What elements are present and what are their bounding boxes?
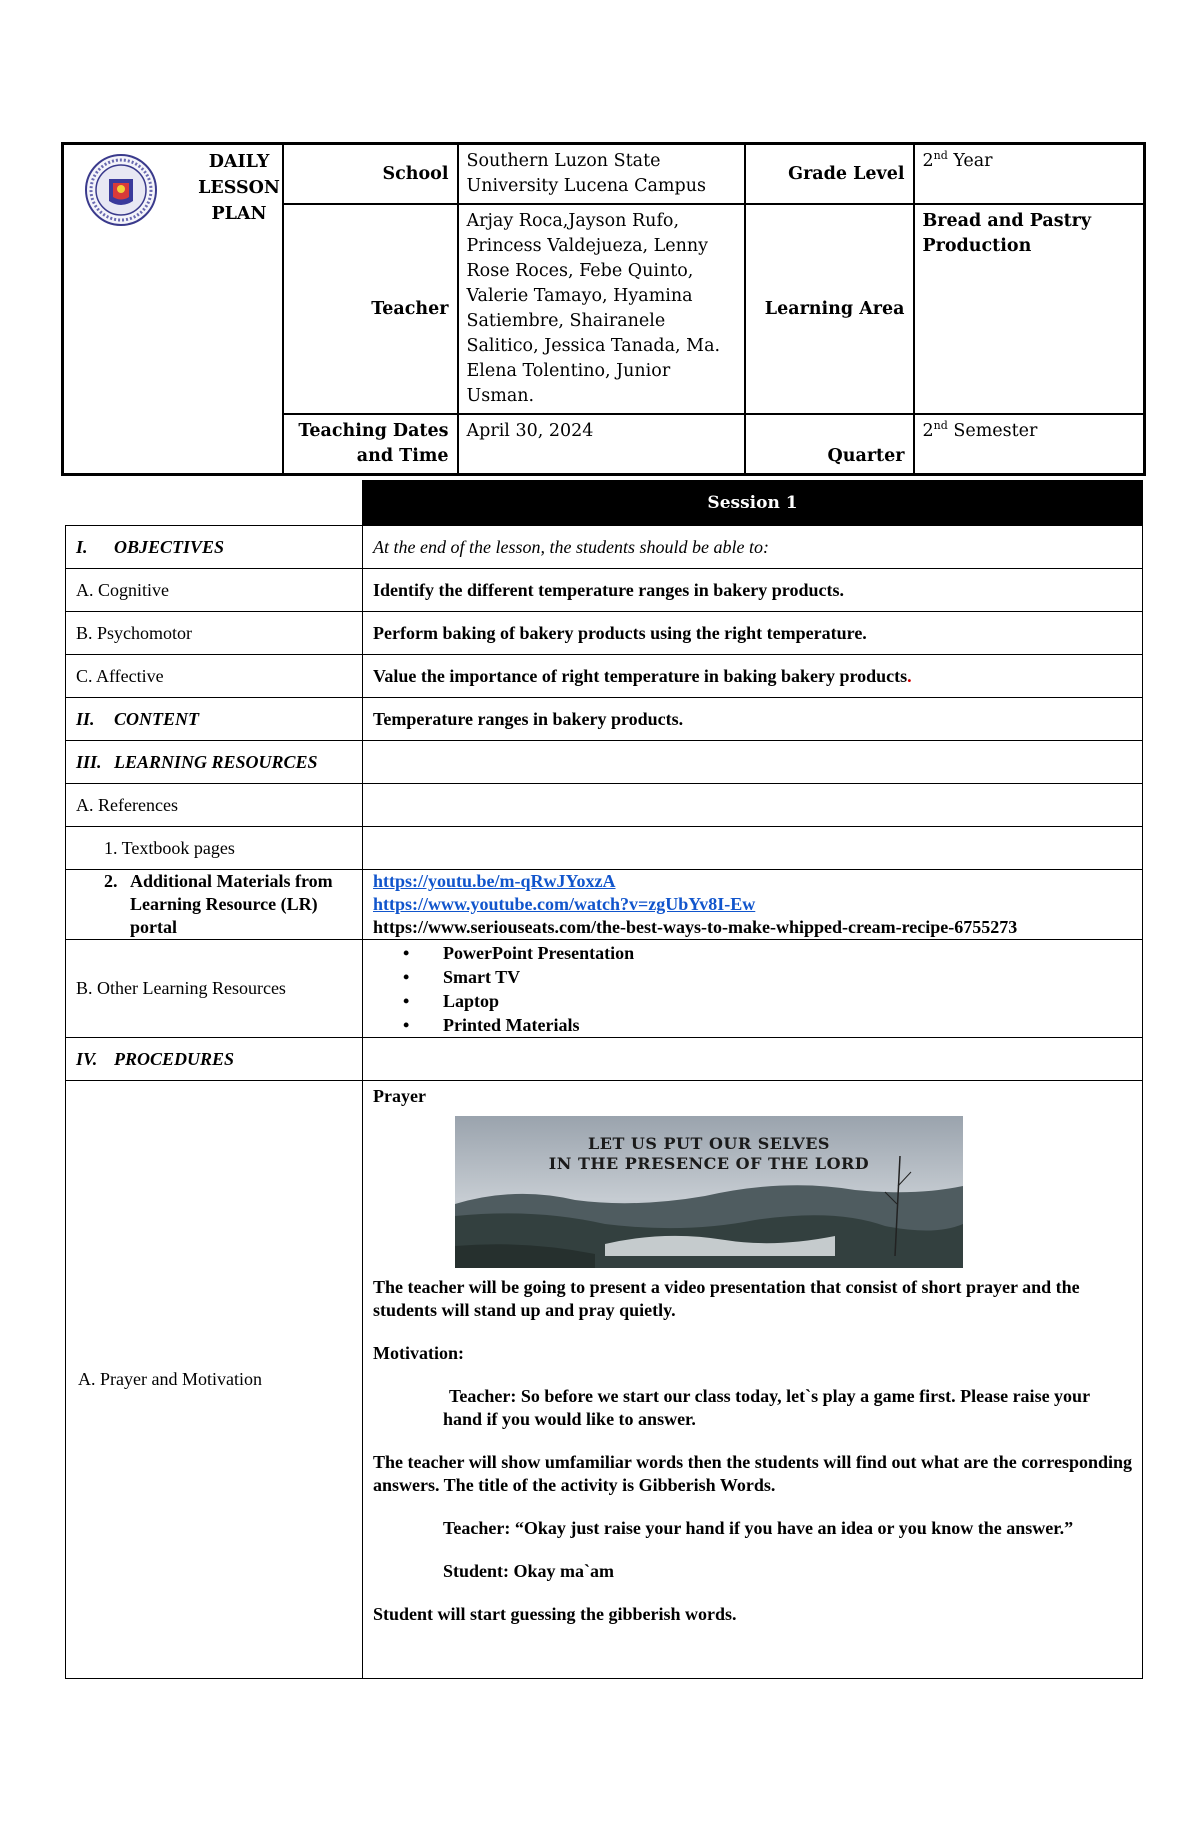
psychomotor-row: [66, 612, 1143, 655]
student-line: Student: Okay ma`am: [443, 1561, 615, 1581]
procedures-row: [66, 1038, 1143, 1081]
procedures-value: [363, 1038, 1143, 1081]
references-row: [66, 784, 1143, 827]
psychomotor-label: B. Psychomotor: [66, 612, 363, 655]
list-item: • Smart TV: [443, 965, 1132, 989]
quarter-label: Quarter: [745, 414, 914, 475]
resources-row: [66, 741, 1143, 784]
prayer-motivation-row: [66, 1081, 1143, 1679]
logo-cell: [63, 144, 283, 475]
other-resources-row: [66, 940, 1143, 1038]
school-value: Southern Luzon State University Lucena Campus: [458, 144, 745, 205]
references-value: [363, 784, 1143, 827]
resources-label: III. LEARNING RESOURCES: [66, 741, 363, 784]
deped-seal-icon: [84, 153, 158, 227]
learning-area-value: Bread and Pastry Production: [914, 204, 1145, 414]
lesson-plan-header: [61, 142, 1146, 476]
objectives-label: I. OBJECTIVES: [66, 526, 363, 569]
other-resources-label: B. Other Learning Resources: [66, 940, 363, 1038]
cognitive-value: Identify the different temperature ranges in bakery products.: [363, 569, 1143, 612]
list-item: • PowerPoint Presentation: [443, 941, 1132, 965]
additional-materials-links: [363, 870, 1143, 940]
youtube-link-1[interactable]: https://youtu.be/m-qRwJYoxzA: [373, 871, 616, 891]
motivation-title: Motivation:: [373, 1343, 464, 1363]
list-item: • Printed Materials: [443, 1013, 1132, 1037]
teacher-label: Teacher: [283, 204, 458, 414]
prayer-title: Prayer: [373, 1086, 426, 1106]
grade-level-label: Grade Level: [745, 144, 914, 205]
textbook-label: 1. Textbook pages: [66, 827, 363, 870]
affective-label: C. Affective: [66, 655, 363, 698]
grade-level-value: 2nd Year: [914, 144, 1145, 205]
teaching-dates-label: Teaching Dates and Time: [283, 414, 458, 475]
prayer-banner-image: [455, 1116, 963, 1268]
seriouseats-link: https://www.seriouseats.com/the-best-ways-to-make-whipped-cream-recipe-6755273: [373, 917, 1018, 937]
additional-materials-row: [66, 870, 1143, 940]
textbook-row: [66, 827, 1143, 870]
prayer-paragraph: The teacher will be going to present a video presentation that consist of short prayer and the students will stand up and pray quietly.: [373, 1277, 1080, 1320]
cognitive-label: A. Cognitive: [66, 569, 363, 612]
teacher-line-1: Teacher: So before we start our class today, let`s play a game first. Please raise your hand if you would like to answer.: [443, 1386, 1090, 1429]
psychomotor-value: Perform baking of bakery products using the right temperature.: [363, 612, 1143, 655]
additional-materials-label: 2. Additional Materials from Learning Resource (LR) portal: [66, 870, 363, 940]
prayer-motivation-label: A. Prayer and Motivation: [66, 1081, 363, 1679]
content-label: II. CONTENT: [66, 698, 363, 741]
quarter-value: 2nd Semester: [914, 414, 1145, 475]
objectives-value: At the end of the lesson, the students should be able to:: [363, 526, 1143, 569]
objectives-row: [66, 526, 1143, 569]
references-label: A. References: [66, 784, 363, 827]
affective-value: Value the importance of right temperature in baking bakery products.: [363, 655, 1143, 698]
banner-caption: LET US PUT OUR SELVES IN THE PRESENCE OF THE LORD: [548, 1134, 870, 1173]
youtube-link-2[interactable]: https://www.youtube.com/watch?v=zgUbYv8I-Ew: [373, 894, 756, 914]
session-header: Session 1: [363, 481, 1143, 526]
other-resources-list: [373, 941, 1132, 1037]
content-row: [66, 698, 1143, 741]
procedures-label: IV. PROCEDURES: [66, 1038, 363, 1081]
prayer-motivation-content: [363, 1081, 1143, 1679]
gibberish-paragraph: The teacher will show umfamiliar words then the students will find out what are the corresponding answers. The title of the activity is Gibberish Words.: [373, 1452, 1132, 1495]
teacher-value: Arjay Roca,Jayson Rufo, Princess Valdejueza, Lenny Rose Roces, Febe Quinto, Valerie Tamayo, Hyamina Satiembre, Shairanele Salitico, Jessica Tanada, Ma. Elena Tolentino, Junior Usman.: [458, 204, 745, 414]
content-value: Temperature ranges in bakery products.: [363, 698, 1143, 741]
textbook-value: [363, 827, 1143, 870]
learning-area-label: Learning Area: [745, 204, 914, 414]
daily-lesson-plan-title: DAILY LESSON PLAN: [198, 152, 280, 224]
guessing-paragraph: Student will start guessing the gibberish words.: [373, 1604, 737, 1624]
other-resources-value: [363, 940, 1143, 1038]
cognitive-row: [66, 569, 1143, 612]
blank-header-cell: [66, 481, 363, 526]
resources-value: [363, 741, 1143, 784]
school-label: School: [283, 144, 458, 205]
lesson-plan-body: [65, 480, 1143, 1679]
affective-row: [66, 655, 1143, 698]
list-item: • Laptop: [443, 989, 1132, 1013]
teaching-dates-value: April 30, 2024: [458, 414, 745, 475]
teacher-line-2: Teacher: “Okay just raise your hand if you have an idea or you know the answer.”: [443, 1518, 1074, 1538]
